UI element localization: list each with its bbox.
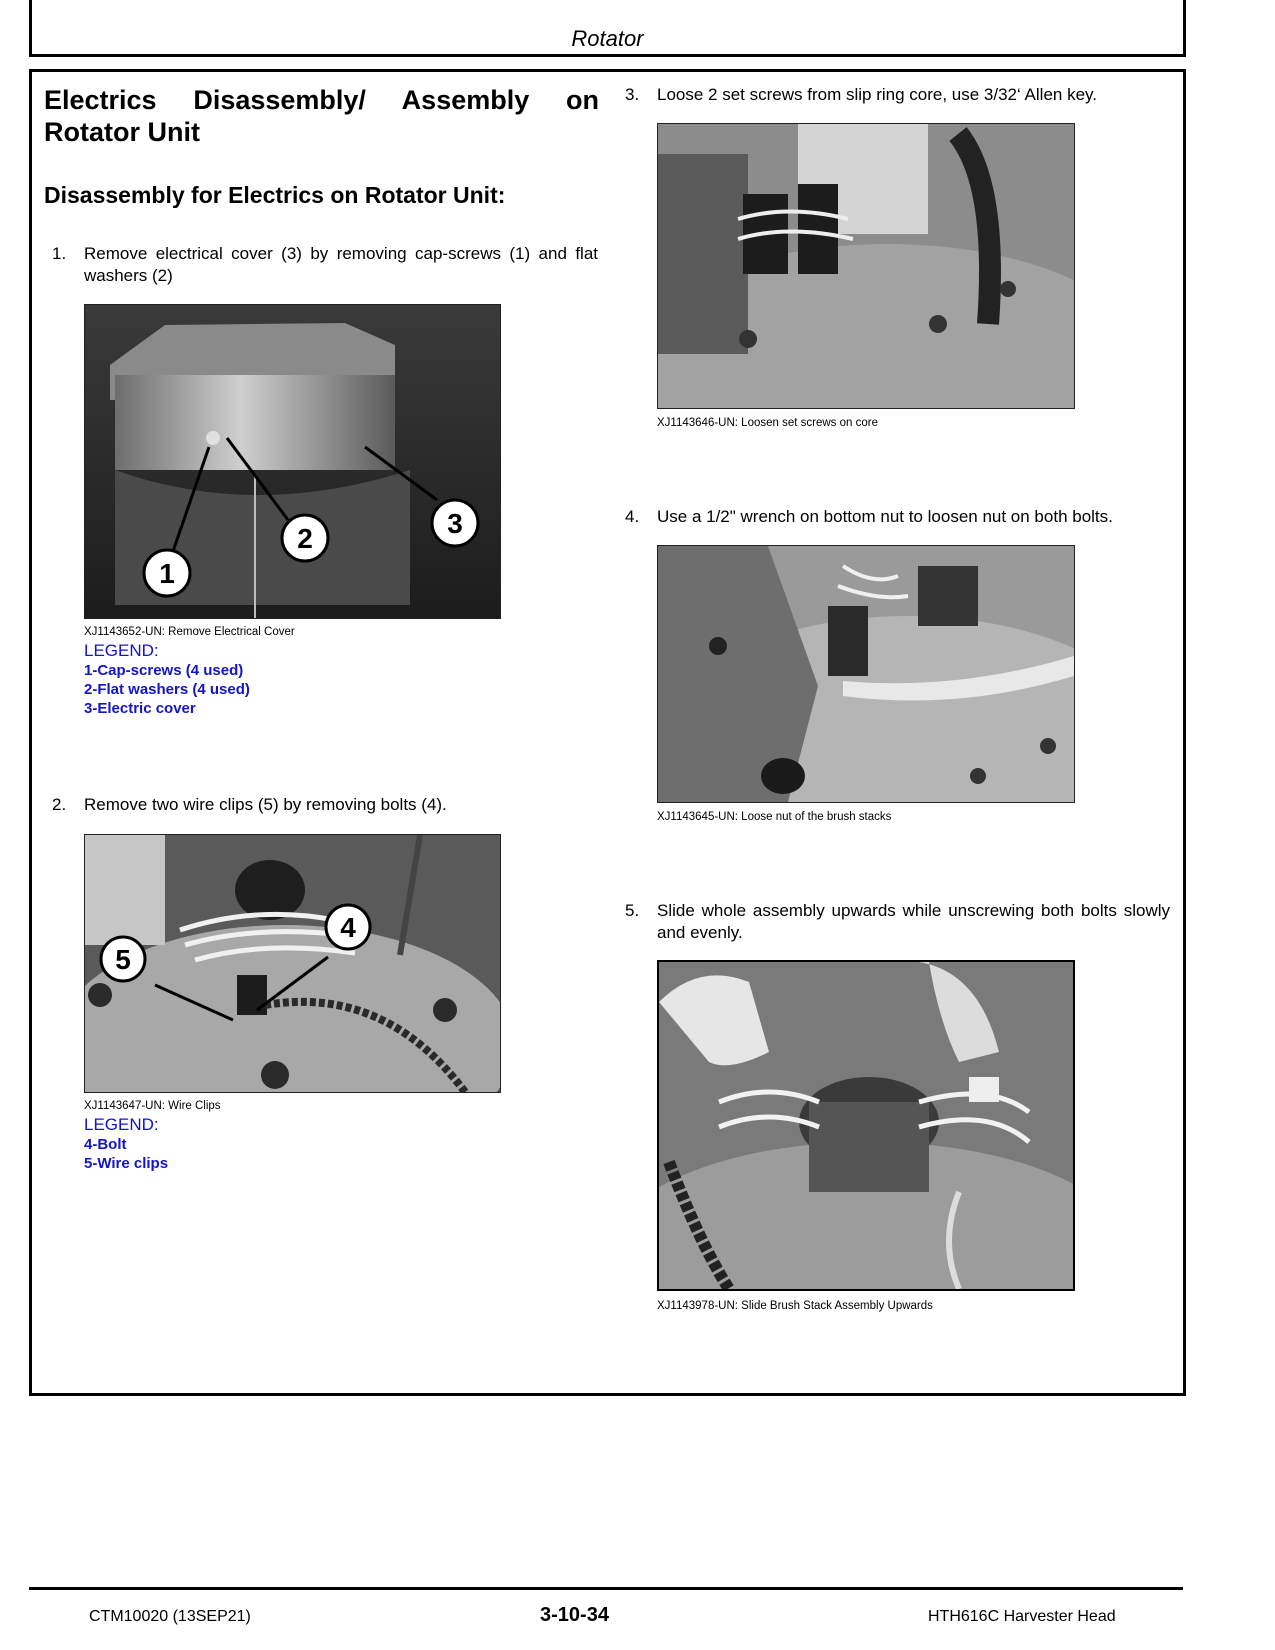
legend-title: LEGEND: bbox=[84, 1115, 159, 1134]
figure-caption: XJ1143652-UN: Remove Electrical Cover bbox=[84, 626, 295, 638]
legend-title: LEGEND: bbox=[84, 641, 159, 660]
legend-item: 2-Flat washers (4 used) bbox=[84, 681, 250, 698]
section-title: Rotator bbox=[571, 26, 644, 51]
callout-3: 3 bbox=[447, 508, 463, 539]
figure-caption: XJ1143647-UN: Wire Clips bbox=[84, 1100, 221, 1112]
step-number: 5. bbox=[625, 901, 640, 920]
step-1 bbox=[52, 243, 598, 289]
step-number: 2. bbox=[52, 795, 67, 814]
callout-4: 4 bbox=[340, 912, 356, 943]
step-text: Slide whole assembly upwards while unscrewing both bolts slowly and evenly. bbox=[657, 901, 1170, 942]
footer-divider bbox=[29, 1587, 1183, 1590]
legend-item: 1-Cap-screws (4 used) bbox=[84, 662, 244, 679]
section-subtitle: Disassembly for Electrics on Rotator Unit: bbox=[44, 182, 506, 208]
step-number: 1. bbox=[52, 244, 67, 263]
figure-caption: XJ1143978-UN: Slide Brush Stack Assembly Upwards bbox=[657, 1300, 933, 1312]
figure-caption: XJ1143646-UN: Loosen set screws on core bbox=[657, 417, 878, 429]
legend bbox=[84, 1115, 168, 1173]
step-4 bbox=[625, 506, 1170, 530]
footer-page-number: 3-10-34 bbox=[540, 1604, 609, 1626]
legend-item: 4-Bolt bbox=[84, 1136, 127, 1153]
step-text: Use a 1/2" wrench on bottom nut to loosen nut on both bolts. bbox=[657, 507, 1113, 526]
step-text: Remove two wire clips (5) by removing bolts (4). bbox=[84, 795, 447, 814]
step-text: Remove electrical cover (3) by removing cap-screws (1) and flat washers (2) bbox=[84, 244, 598, 285]
callout-2: 2 bbox=[297, 523, 313, 554]
footer-doc-id: CTM10020 (13SEP21) bbox=[89, 1608, 251, 1625]
legend-item: 3-Electric cover bbox=[84, 700, 196, 717]
legend-item: 5-Wire clips bbox=[84, 1155, 169, 1172]
legend bbox=[84, 641, 250, 718]
step-2 bbox=[52, 794, 598, 818]
photo-wire-clips bbox=[84, 834, 501, 1093]
step-number: 3. bbox=[625, 85, 640, 104]
figure-caption: XJ1143645-UN: Loose nut of the brush stacks bbox=[657, 811, 892, 823]
step-5 bbox=[625, 900, 1170, 946]
footer-product: HTH616C Harvester Head bbox=[928, 1608, 1116, 1625]
header-box bbox=[29, 0, 1186, 57]
photo-remove-electrical-cover bbox=[84, 304, 501, 619]
callout-1: 1 bbox=[159, 558, 175, 589]
photo-loosen-set-screws bbox=[657, 123, 1075, 409]
page-title: Electrics Disassembly/ Assembly on Rotator Unit bbox=[44, 85, 599, 147]
step-3 bbox=[625, 84, 1170, 108]
step-text: Loose 2 set screws from slip ring core, use 3/32‘ Allen key. bbox=[657, 85, 1097, 104]
step-number: 4. bbox=[625, 507, 640, 526]
callout-5: 5 bbox=[115, 944, 131, 975]
photo-loosen-nut bbox=[657, 545, 1075, 803]
photo-slide-brush-stack bbox=[657, 960, 1075, 1291]
